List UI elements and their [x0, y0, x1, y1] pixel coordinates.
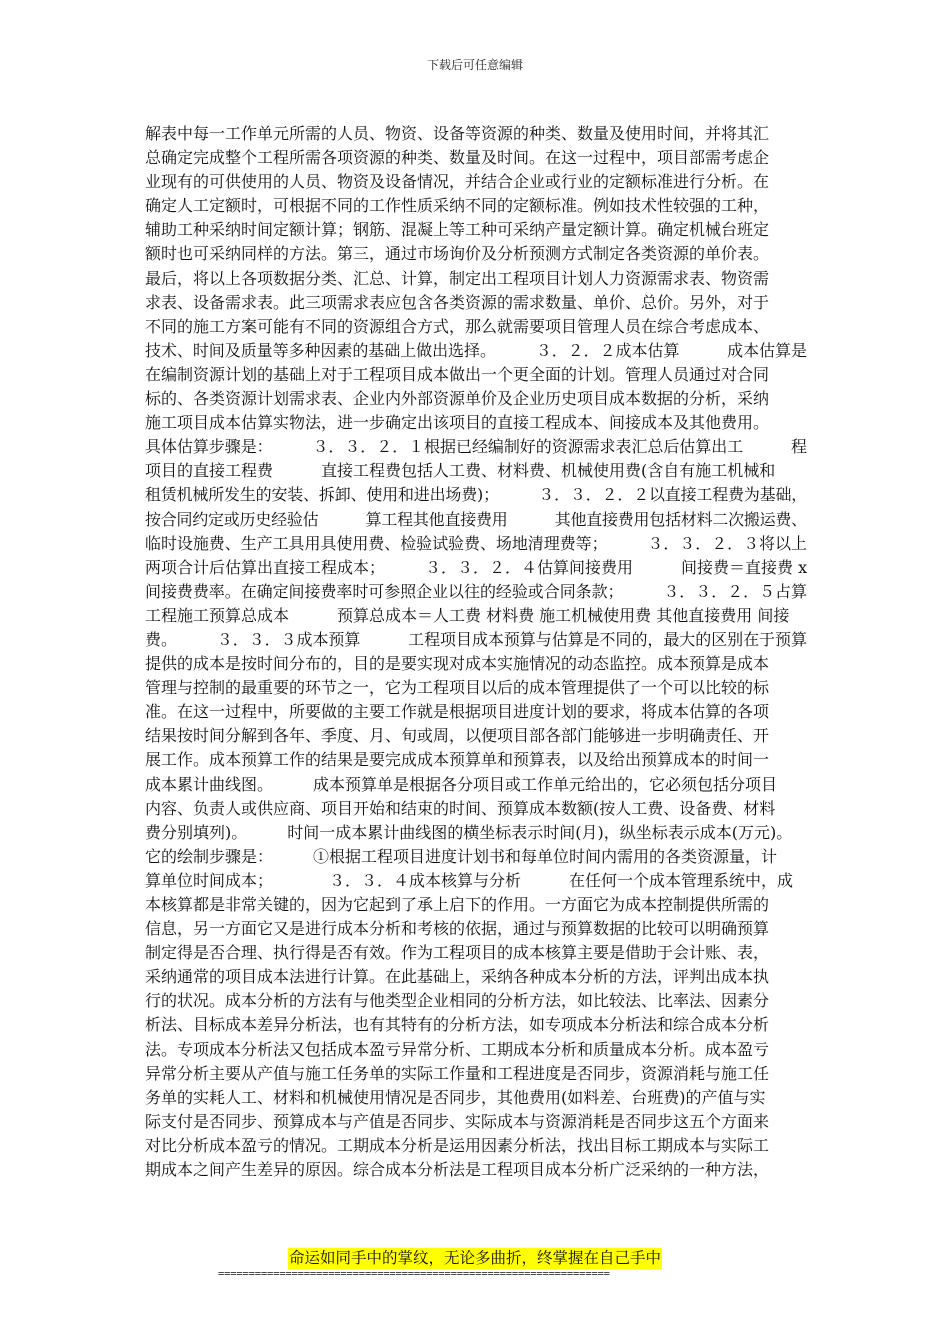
text-line: 算单位时间成本； ３．３．４成本核算与分析 在任何一个成本管理系统中，成 — [145, 870, 794, 890]
footer — [0, 1248, 950, 1269]
document-body — [145, 122, 807, 1182]
text-line: 采纳通常的项目成本法进行计算。在此基础上，采纳各种成本分析的方法，评判出成本执 — [145, 967, 770, 987]
text-line: 结果按时间分解到各年、季度、月、旬或周，以便项目部各部门能够进一步明确责任、开 — [145, 726, 770, 746]
text-line: 两项合计后估算出直接工程成本； ３．３．２．４估算间接费用 间接费＝直接费 x — [145, 557, 807, 577]
text-line: 确定人工定额时，可根据不同的工作性质采纳不同的定额标准。例如技术性较强的工种， — [145, 196, 770, 216]
text-line: 务单的实耗人工、材料和机械使用情况是否同步，其他费用(如料差、台班费)的产值与实 — [145, 1087, 766, 1107]
text-line: 业现有的可供使用的人员、物资及设备情况，并结合企业或行业的定额标准进行分析。在 — [145, 172, 770, 192]
text-line: 期成本之间产生差异的原因。综合成本分析法是工程项目成本分析广泛采纳的一种方法， — [145, 1160, 770, 1180]
text-line: 解表中每一工作单元所需的人员、物资、设备等资源的种类、数量及使用时间，并将其汇 — [145, 124, 770, 143]
text-line: 费。 ３．３．３成本预算 工程项目成本预算与估算是不同的，最大的区别在于预算 — [145, 629, 807, 649]
text-line: 工程施工预算总成本 预算总成本＝人工费 材料费 施工机械使用费 其他直接费用 间接 — [145, 605, 790, 625]
text-line: 准。在这一过程中，所要做的主要工作就是根据项目进度计划的要求，将成本估算的各项 — [145, 702, 770, 722]
text-line: 额时也可采纳同样的方法。第三，通过市场询价及分析预测方式制定各类资源的单价表。 — [145, 244, 770, 264]
text-line: 它的绘制步骤是： ①根据工程项目进度计划书和每单位时间内需用的各类资源量，计 — [145, 846, 778, 866]
text-line: 行的状况。成本分析的方法有与他类型企业相同的分析方法，如比较法、比率法、因素分 — [145, 991, 770, 1011]
text-line: 成本累计曲线图。 成本预算单是根据各分项目或工作单元给出的，它必须包括分项目 — [145, 774, 778, 794]
text-line: 技术、时间及质量等多种因素的基础上做出选择。 ３．２．２成本估算 成本估算是 — [145, 340, 807, 360]
text-line: 项目的直接工程费 直接工程费包括人工费、材料费、机械使用费(含自有施工机械和 — [145, 461, 776, 481]
text-line: 总确定完成整个工程所需各项资源的种类、数量及时间。在这一过程中，项目部需考虑企 — [145, 148, 770, 168]
text-line: 内容、负责人或供应商、项目开始和结束的时间、预算成本数额(按人工费、设备费、材料 — [145, 798, 776, 818]
text-line: 异常分析主要从产值与施工任务单的实际工作量和工程进度是否同步，资源消耗与施工任 — [145, 1063, 770, 1083]
text-line: 提供的成本是按时间分布的，目的是要实现对成本实施情况的动态监控。成本预算是成本 — [145, 654, 770, 674]
text-line: 具体估算步骤是： ３．３．２．１根据已经编制好的资源需求表汇总后估算出工 程 — [145, 437, 807, 457]
footer-motto: 命运如同手中的掌纹，无论多曲折，终掌握在自己手中 — [288, 1249, 661, 1267]
text-line: 标的、各类资源计划需求表、企业内外部资源单价及企业历史项目成本数据的分析，采纳 — [145, 389, 770, 409]
footer-divider: ================================================================ — [218, 1268, 610, 1280]
text-line: 辅助工种采纳时间定额计算；钢筋、混凝上等工种可采纳产量定额计算。确定机械台班定 — [145, 220, 770, 240]
text-line: 对比分析成本盈亏的情况。工期成本分析是运用因素分析法，找出目标工期成本与实际工 — [145, 1135, 770, 1155]
text-line: 际支付是否同步、预算成本与产值是否同步、实际成本与资源消耗是否同步这五个方面来 — [145, 1111, 770, 1131]
text-line: 按合同约定或历史经验估 算工程其他直接费用 其他直接费用包括材料二次搬运费、 — [145, 509, 807, 529]
text-line: 租赁机械所发生的安装、拆卸、使用和进出场费)； ３．３．２．２以直接工程费为基础， — [145, 485, 807, 505]
text-line: 在编制资源计划的基础上对于工程项目成本做出一个更全面的计划。管理人员通过对合同 — [145, 364, 770, 384]
text-line: 施工项目成本估算实物法，进一步确定出该项目的直接工程成本、间接成本及其他费用。 — [145, 413, 770, 433]
page-header-note: 下载后可任意编辑 — [426, 58, 523, 72]
text-line: 求表、设备需求表。此三项需求表应包含各类资源的需求数量、单价、总价。另外，对于 — [145, 292, 770, 312]
text-line: 临时设施费、生产工具用具使用费、检验试验费、场地清理费等； ３．３．２．３将以上 — [145, 533, 807, 553]
text-line: 最后，将以上各项数据分类、汇总、计算，制定出工程项目计划人力资源需求表、物资需 — [145, 268, 770, 288]
text-line: 制定得是否合理、执行得是否有效。作为工程项目的成本核算主要是借助于会计账、表， — [145, 943, 770, 963]
text-line: 析法、目标成本差异分析法，也有其特有的分析方法，如专项成本分析法和综合成本分析 — [145, 1015, 770, 1035]
text-line: 费分别填列)。 时间一成本累计曲线图的横坐标表示时间(月)，纵坐标表示成本(万元)。 — [145, 822, 793, 842]
text-line: 展工作。成本预算工作的结果是要完成成本预算单和预算表，以及给出预算成本的时间一 — [145, 750, 770, 770]
text-line: 管理与控制的最重要的环节之一，它为工程项目以后的成本管理提供了一个可以比较的标 — [145, 678, 770, 698]
text-line: 不同的施工方案可能有不同的资源组合方式，那么就需要项目管理人员在综合考虑成本、 — [145, 316, 770, 336]
text-line: 间接费费率。在确定间接费率时可参照企业以往的经验或合同条款； ３．３．２．５占算 — [145, 581, 807, 601]
text-line: 法。专项成本分析法又包括成本盈亏异常分析、工期成本分析和质量成本分析。成本盈亏 — [145, 1039, 770, 1059]
text-line: 信息，另一方面它又是进行成本分析和考核的依据，通过与预算数据的比较可以明确预算 — [145, 919, 770, 939]
text-line: 本核算都是非常关键的，因为它起到了承上启下的作用。一方面它为成本控制提供所需的 — [145, 895, 770, 914]
